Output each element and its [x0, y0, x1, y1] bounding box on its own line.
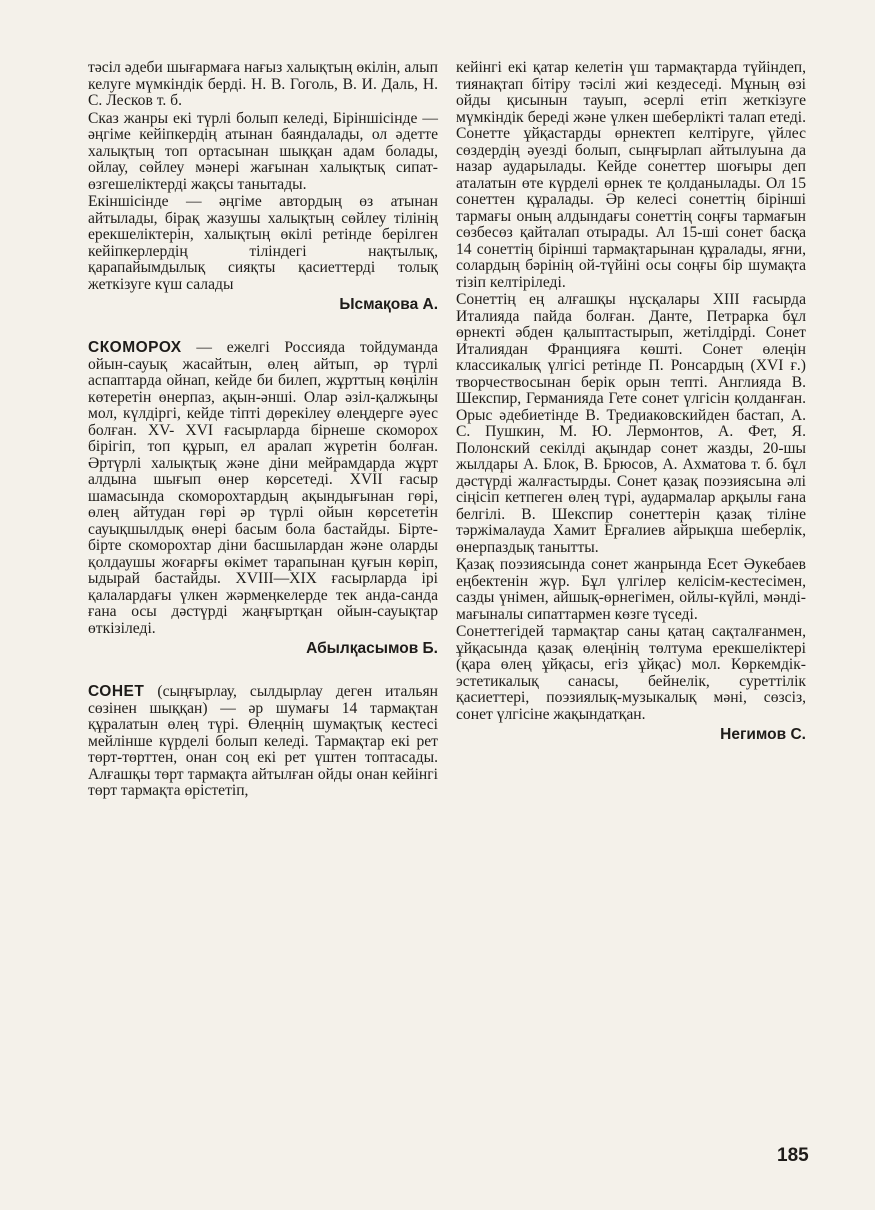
entry-skomorokh — [88, 340, 438, 637]
paragraph: Сонеттегідей тармақтар саны қатаң сақталғанмен, ұйқасында қазақ өлеңінің төлтума ерекшеліктері (қара өлең ұйқасы, егіз ұйқас) мол. Көркемдік-эстетикалық санасы, бейнелік, суреттілік қасиеттері, поэзиялық-музыкалық мәні, сөзсіз, сонет үлгісіне жақындатқан. — [456, 623, 806, 723]
entry-body: (сыңғырлау, сылдырлау деген итальян сөзінен шыққан) — әр шумағы 14 тармақтан құралатын өлең түрі. Өлеңнің шумақтық кестесі мейлінше күрделі болып келеді. Тармақтар екі рет төрт-төрттен, онан соң екі рет үштен топтасады. Алғашқы төрт тармақта айтылған ойды онан кейінгі төрт тармақта өрістетіп, — [88, 683, 438, 799]
paragraph: кейінгі екі қатар келетін үш тармақтарда түйіндеп, тиянақтап бітіру тәсілі жиі кездеседі. Мұның өзі ойды қисынын тауып, әсерлі етіп жеткізуге мүмкіндік береді және үлкен шеберлікті талап етеді. Сонетте ұйқастарды өрнектеп келтіруге, үйлес сөздердің әуезді болып, сыңғырлап айтылуына да назар аударылады. Кейде сонеттер шоғыры деп аталатын өте күрделі өрнек те қолданылады. Ол 15 сонеттен құралады. Әр келесі сонеттің бірінші тармағы оның алдындағы сонеттің соңғы тармағын сөзбесөз қайталап отырады. Ал 15-ші сонет басқа 14 сонеттің бірінші тармақтарынан құралады, яғни, солардың бәрінің ой-түйіні осы соңғы бір шумақта тізіп келтіріледі. — [456, 59, 806, 291]
entry-sonet — [88, 684, 438, 800]
paragraph: Сказ жанры екі түрлі болып келеді, Біріншісінде — әңгіме кейіпкердің атынан баяндалады, ол әдетте халықтың топ ортасынан шыққан адам болады, ойлау, сөйлеу мәнері жағынан халықтық сипат-өзгешеліктерді жақсы танытады. — [88, 109, 438, 193]
page-number: 185 — [777, 1145, 809, 1166]
paragraph: тәсіл әдеби шығармаға нағыз халықтың өкілін, алып келуге мүмкіндік берді. Н. В. Гоголь, В. И. Даль, Н. С. Лесков т. б. — [88, 59, 438, 109]
paragraph: Екіншісінде — әңгіме автордың өз атынан айтылады, бірақ жазушы халықтың сөйлеу тілінің ерекшеліктерін, халықтың өкілі ретінде берілген кейіпкерлердің тіліндегі нақтылық, қарапайымдылық сияқты қасиеттерді толық жеткізуге күш салады — [88, 193, 438, 293]
left-column — [88, 60, 438, 800]
author-signature: Негимов С. — [720, 726, 806, 743]
author-signature: Абылқасымов Б. — [306, 640, 438, 657]
entry-body: — ежелгі Россияда тойдуманда ойын-сауық жасайтын, өлең айтып, әр түрлі аспаптарда ойнап, кейде би билеп, жұрттың көңілін көтеретін өнерпаз, ақын-әнші. Олар әзіл-қалжыңы мол, күлдіргі, кейде тіпті дөрекілеу өлеңдерге әуес болған. XV- XVI ғасырларда бірнеше скоморох бірігіп, топ құрып, ел аралап жүретін болған. Әртүрлі халықтық және діни мейрамдарда жұрт алдына шығып өнер көрсетеді. XVII ғасыр шамасында скоморохтардың ақындығынан гөрі, өлең айтудан гөрі әр түрлі ойын көрсететін сауықшылдық өнері басым бола бастайды. Бірте-бірте скоморохтар діни басшылардан және оларды қолдаушы жоғарғы өкімет тарапынан қуғын көріп, ыдырай бастайды. XVIII—XIX ғасырларда ірі қалалардағы үлкен жәрмеңкелерде тек анда-санда ғана осы дәстүрді жаңғыртқан ойын-сауықтар өткізіледі. — [88, 339, 438, 637]
entry-headword: СОНЕТ — [88, 683, 145, 700]
paragraph: Қазақ поэзиясында сонет жанрында Есет Әукебаев еңбектенін жүр. Бұл үлгілер келісім-кестесімен, сазды үнімен, айшық-өрнегімен, ойлы-күйлі, мәнді-мағыналы сипаттармен көзге түседі. — [456, 556, 806, 623]
entry-gap — [88, 314, 438, 340]
author-signature: Ысмақова А. — [339, 296, 438, 313]
entry-gap — [88, 658, 438, 684]
paragraph: Сонеттің ең алғашқы нұсқалары XIII ғасырда Италияда пайда болған. Данте, Петрарка бұл өрнекті әбден қалыптастырып, жетілдірді. Сонет Италиядан Францияға көшті. Сонет өлеңін классикалық үлгісі ретінде П. Ронсардың (XVI ғ.) творчествосынан берік орын тепті. Англияда В. Шекспир, Германияда Гете сонет үлгісін қолданған. Орыс әдебиетінде В. Тредиаковскийден бастап, А. С. Пушкин, М. Ю. Лермонтов, А. Фет, Я. Полонский секілді ақындар сонет жазды, 20-шы жылдары А. Блок, В. Брюсов, А. Ахматова т. б. бұл дәстүрді жалғастырды. Сонет қазақ поэзиясына әлі сіңісіп кетпеген өлең түрі, аудармалар арқылы ғана белгілі. В. Шекспир сонеттерін қазақ тіліне тәржімалауда Хамит Ерғалиев айрықша шеберлік, өнерпаздық танытты. — [456, 291, 806, 556]
entry-headword: СКОМОРОХ — [88, 339, 182, 356]
right-column — [456, 60, 806, 744]
